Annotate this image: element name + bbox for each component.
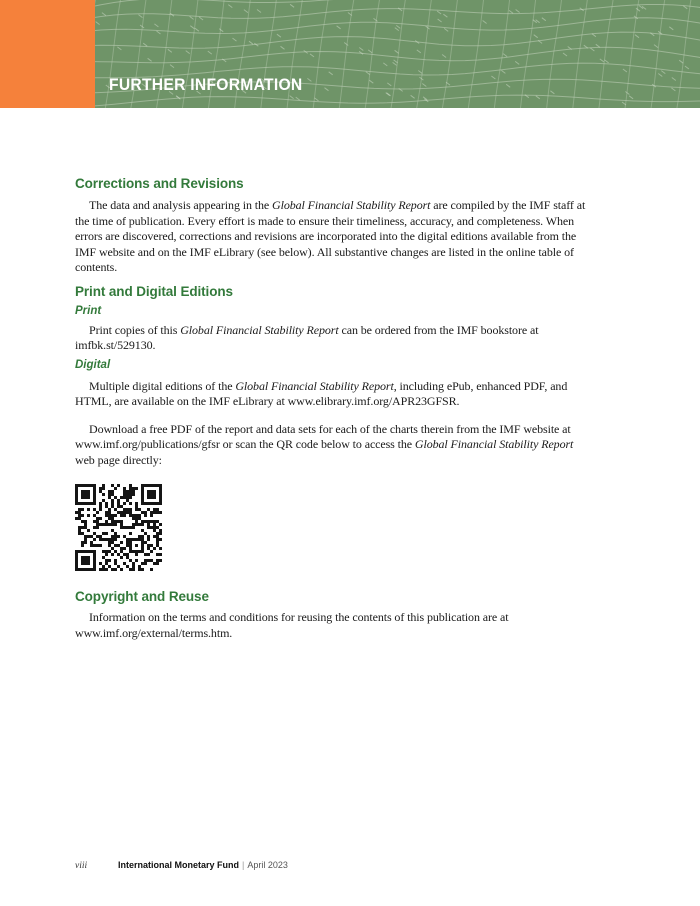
paragraph-download-pdf — [75, 422, 589, 469]
section-heading-corrections: Corrections and Revisions — [75, 176, 244, 191]
section-heading-print-digital: Print and Digital Editions — [75, 283, 233, 299]
report-title-italic: Global Financial Stability Report — [272, 198, 431, 212]
paragraph-digital-editions — [75, 379, 589, 410]
paragraph-copyright — [75, 610, 589, 641]
footer-separator: | — [242, 860, 245, 870]
report-title-italic: Global Financial Stability Report — [414, 437, 574, 451]
paragraph-text: can be ordered from the IMF bookstore at imfbk.st/529130. — [75, 322, 539, 352]
qr-code-icon — [75, 484, 162, 571]
page-title: FURTHER INFORMATION — [109, 75, 303, 94]
report-title-italic: Global Financial Stability Report — [235, 378, 394, 393]
paragraph-text: The data and analysis appearing in the — [89, 198, 273, 212]
paragraph-text: , including ePub, enhanced PDF, and HTML, are available on the IMF eLibrary at www.elibrary.imf.org/APR23GFSR. — [75, 378, 568, 408]
paragraph-text: web page directly: — [75, 452, 162, 467]
section-heading-copyright: Copyright and Reuse — [75, 589, 209, 604]
page-content — [75, 177, 589, 641]
paragraph-text: Print copies of this — [89, 322, 181, 337]
chapter-tab-block — [0, 0, 95, 108]
page-footer — [75, 855, 288, 873]
paragraph-corrections — [75, 198, 589, 276]
subheading-print: Print — [75, 304, 102, 317]
paragraph-print — [75, 323, 589, 354]
page-number: viii — [75, 861, 88, 871]
paragraph-text: Download a free PDF of the report and data sets for each of the charts therein from the IMF website at www.imf.org/publications/gfsr or scan the QR code below to access the — [75, 421, 571, 451]
paragraph-text: Information on the terms and conditions for reusing the contents of this publication are at www.imf.org/external/terms.htm. — [75, 610, 509, 640]
qr-code — [75, 484, 162, 571]
publication-date: April 2023 — [247, 860, 288, 870]
wireframe-mesh-icon — [0, 0, 700, 108]
paragraph-text: are compiled by the IMF staff at the time of publication. Every effort is made to ensure their timeliness, accuracy, and completeness. When errors are discovered, corrections and revisions are incorporated into the digital editions available from the IMF website and on the IMF eLibrary (see below). All substantive changes are listed in the online table of contents. — [75, 198, 586, 274]
publisher-name: International Monetary Fund — [118, 860, 240, 870]
subheading-digital: Digital — [75, 358, 111, 371]
page-header-band — [0, 0, 700, 108]
report-title-italic: Global Financial Stability Report — [180, 322, 339, 337]
paragraph-text: Multiple digital editions of the — [89, 378, 236, 393]
